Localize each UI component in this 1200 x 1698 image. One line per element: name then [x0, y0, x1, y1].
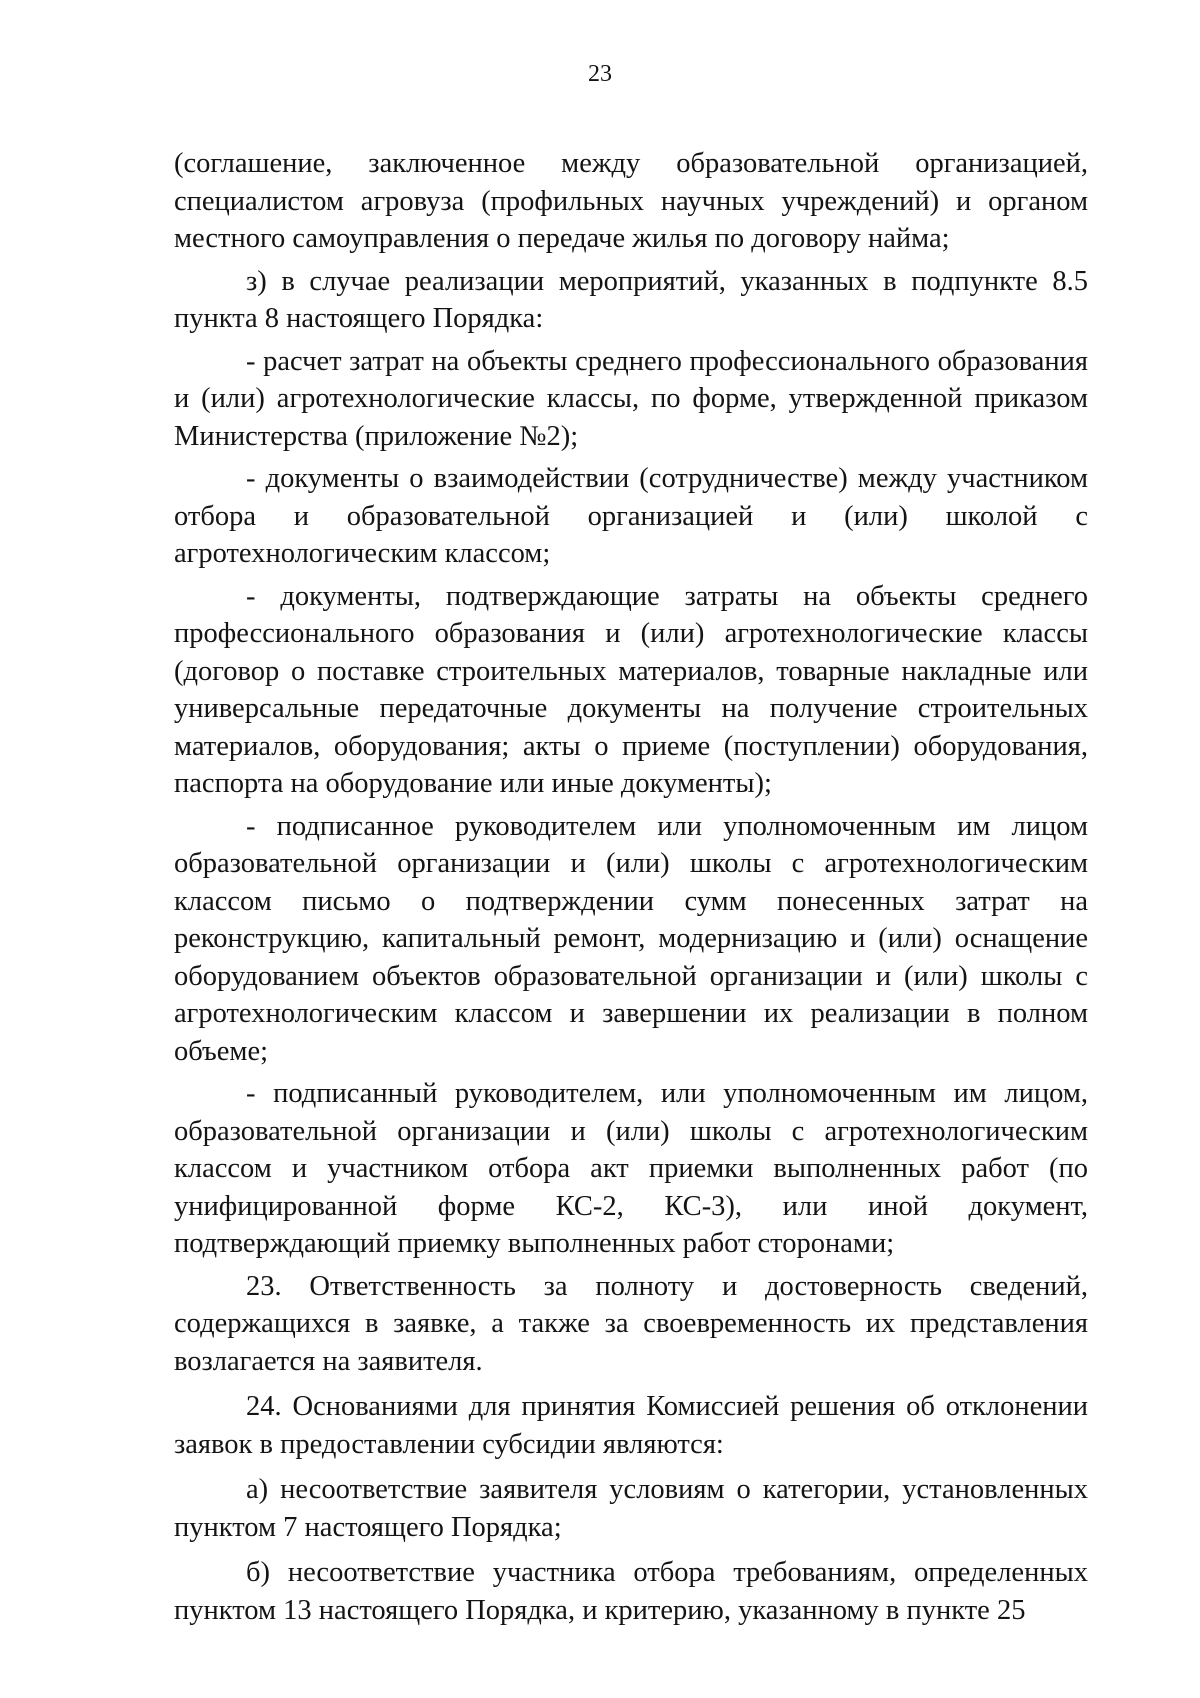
page-number: 23 [588, 61, 612, 87]
paragraph-item-z: з) в случае реализации мероприятий, указанных в подпункте 8.5 пункта 8 настоящего Порядка: [174, 265, 1088, 334]
paragraph-item-23: 23. Ответственность за полноту и достоверность сведений, содержащихся в заявке, а также за своевременность их представления возлагается на заявителя. [174, 1270, 1088, 1377]
paragraph-acceptance-act: - подписанный руководителем, или уполномоченным им лицом, образовательной организации и (или) школы с агротехнологическим классом и участником отбора акт приемки выполненных работ (по унифицированной форме КС-2, КС-3), или иной документ, подтверждающий приемку выполненных работ сторонами; [174, 1078, 1088, 1259]
document-body [174, 145, 1088, 1629]
paragraph-cost-confirmation-documents: - документы, подтверждающие затраты на объекты среднего профессионального образования и (или) агротехнологические классы (договор о поставке строительных материалов, товарные накладные или универсальные передаточные документы на получение строительных материалов, оборудования; акты о приеме (поступлении) оборудования, паспорта на оборудование или иные документы); [174, 580, 1088, 799]
paragraph-item-24: 24. Основаниями для принятия Комиссией решения об отклонении заявок в предоставлении субсидии являются: [174, 1391, 1088, 1460]
paragraph-cooperation-documents: - документы о взаимодействии (сотрудничестве) между участником отбора и образовательной организацией и (или) школой с агротехнологическим классом; [174, 463, 1088, 569]
paragraph-signed-letter: - подписанное руководителем или уполномоченным им лицом образовательной организации и (или) школы с агротехнологическим классом письмо о подтверждении сумм понесенных затрат на реконструкцию, капитальный ремонт, модернизацию и (или) оснащение оборудованием объектов образовательной организации и (или) школы с агротехнологическим классом и завершении их реализации в полном объеме; [174, 810, 1088, 1067]
paragraph-item-a: а) несоответствие заявителя условиям о категории, установленных пунктом 7 настоящего Порядка; [174, 1474, 1088, 1543]
paragraph-item-b: б) несоответствие участника отбора требованиям, определенных пунктом 13 настоящего Порядка, и критерию, указанному в пункте 25 [174, 1557, 1088, 1626]
paragraph-cost-calculation: - расчет затрат на объекты среднего профессионального образования и (или) агротехнологические классы, по форме, утвержденной приказом Министерства (приложение №2); [174, 345, 1088, 452]
paragraph-agreement-continuation: (соглашение, заключенное между образовательной организацией, специалистом агровуза (профильных научных учреждений) и органом местного самоуправления о передаче жилья по договору найма; [174, 148, 1088, 254]
